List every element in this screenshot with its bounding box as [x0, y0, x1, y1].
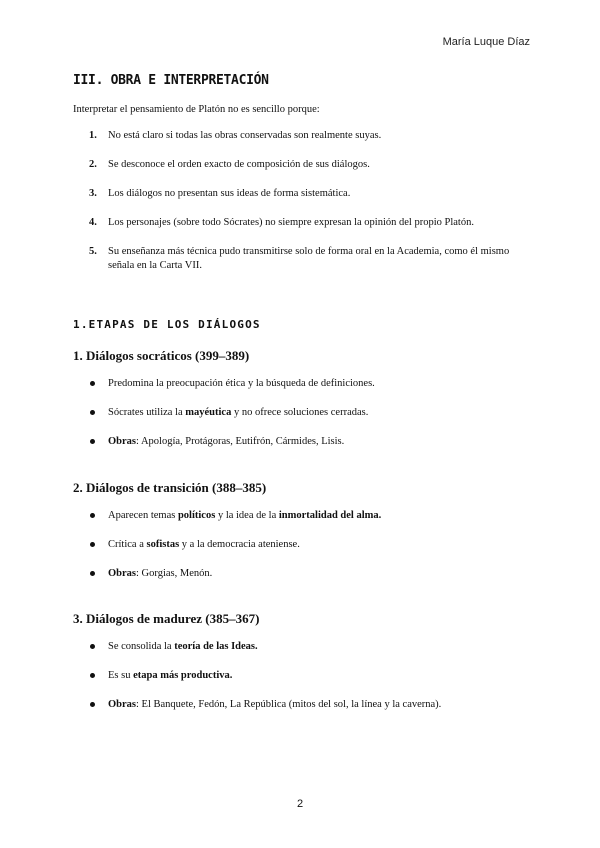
- stages-title: 1.ETAPAS DE LOS DIÁLOGOS: [73, 318, 261, 331]
- section-title: III. OBRA E INTERPRETACIÓN: [73, 73, 269, 88]
- bold-text: etapa más productiva.: [133, 670, 233, 681]
- bullet-item: [73, 509, 533, 523]
- bold-text: inmortalidad del alma.: [278, 510, 382, 521]
- bold-text: políticos: [177, 510, 216, 521]
- bold-text: Obras: [108, 436, 137, 447]
- text-run: Se consolida la: [108, 641, 175, 652]
- bullet-dot: [90, 439, 95, 444]
- group-list: [73, 377, 533, 464]
- reason-number: 2.: [89, 159, 97, 170]
- bullet-item: [73, 669, 533, 683]
- bullet-dot: [90, 381, 95, 386]
- bullet-item: [73, 698, 533, 712]
- text-run: Crítica a: [108, 539, 147, 550]
- text-run: Es su: [108, 670, 134, 681]
- bullet-item: [73, 435, 533, 449]
- reason-text: Se desconoce el orden exacto de composición de sus diálogos.: [108, 159, 370, 170]
- bullet-dot: [90, 410, 95, 415]
- bold-text: mayéutica: [185, 407, 232, 418]
- bold-text: Obras: [108, 568, 137, 579]
- reason-text: Los personajes (sobre todo Sócrates) no siempre expresan la opinión del propio Platón.: [108, 217, 474, 228]
- reason-text: Los diálogos no presentan sus ideas de forma sistemática.: [108, 188, 351, 199]
- bold-text: teoría de las Ideas.: [174, 641, 258, 652]
- bullet-item: [73, 567, 533, 581]
- bullet-text: [108, 436, 344, 447]
- reason-text: Su enseñanza más técnica pudo transmitirse solo de forma oral en la Academia, como él mismo señala en la Carta VII.: [108, 246, 510, 271]
- bullet-text: [108, 699, 441, 710]
- bullet-dot: [90, 542, 95, 547]
- header-author: María Luque Díaz: [442, 36, 530, 48]
- bold-text: Obras: [108, 699, 137, 710]
- bullet-item: [73, 640, 533, 654]
- bullet-text: [108, 407, 368, 418]
- bullet-item: [73, 406, 533, 420]
- reason-item: [73, 216, 533, 230]
- text-run: Predomina la preocupación ética y la búsqueda de definiciones.: [108, 378, 375, 389]
- reason-number: 1.: [89, 130, 97, 141]
- bullet-text: [108, 568, 212, 579]
- bullet-dot: [90, 644, 95, 649]
- text-run: Sócrates utiliza la: [108, 407, 186, 418]
- reason-number: 3.: [89, 188, 97, 199]
- bullet-item: [73, 377, 533, 391]
- text-run: Aparecen temas: [108, 510, 178, 521]
- text-run: y no ofrece soluciones cerradas.: [231, 407, 369, 418]
- bullet-dot: [90, 702, 95, 707]
- group-list: [73, 640, 533, 727]
- reasons-list: [73, 129, 533, 288]
- reason-number: 4.: [89, 217, 97, 228]
- text-run: : Gorgias, Menón.: [136, 568, 213, 579]
- bullet-text: [108, 378, 375, 389]
- bullet-dot: [90, 513, 95, 518]
- bullet-dot: [90, 673, 95, 678]
- reason-text: No está claro si todas las obras conservadas son realmente suyas.: [108, 130, 382, 141]
- text-run: : Apología, Protágoras, Eutifrón, Cármides, Lisis.: [136, 436, 345, 447]
- group-heading: 3. Diálogos de madurez (385–367): [73, 611, 260, 626]
- bullet-text: [108, 641, 258, 652]
- reason-item: [73, 187, 533, 201]
- text-run: y a la democracia ateniense.: [179, 539, 300, 550]
- group-heading: 2. Diálogos de transición (388–385): [73, 480, 267, 495]
- group-list: [73, 509, 533, 596]
- section-intro: Interpretar el pensamiento de Platón no es sencillo porque:: [73, 104, 320, 115]
- bullet-text: [108, 510, 381, 521]
- reason-item: [73, 129, 533, 143]
- bullet-item: [73, 538, 533, 552]
- reason-item: [73, 158, 533, 172]
- bullet-text: [108, 539, 300, 550]
- text-run: : El Banquete, Fedón, La República (mitos del sol, la línea y la caverna).: [136, 699, 442, 710]
- bullet-text: [108, 670, 232, 681]
- page-number: 2: [296, 798, 304, 810]
- group-heading: 1. Diálogos socráticos (399–389): [73, 348, 250, 363]
- text-run: y la idea de la: [215, 510, 279, 521]
- reason-number: 5.: [89, 246, 97, 257]
- reason-item: [73, 245, 533, 273]
- bullet-dot: [90, 571, 95, 576]
- bold-text: sofistas: [146, 539, 180, 550]
